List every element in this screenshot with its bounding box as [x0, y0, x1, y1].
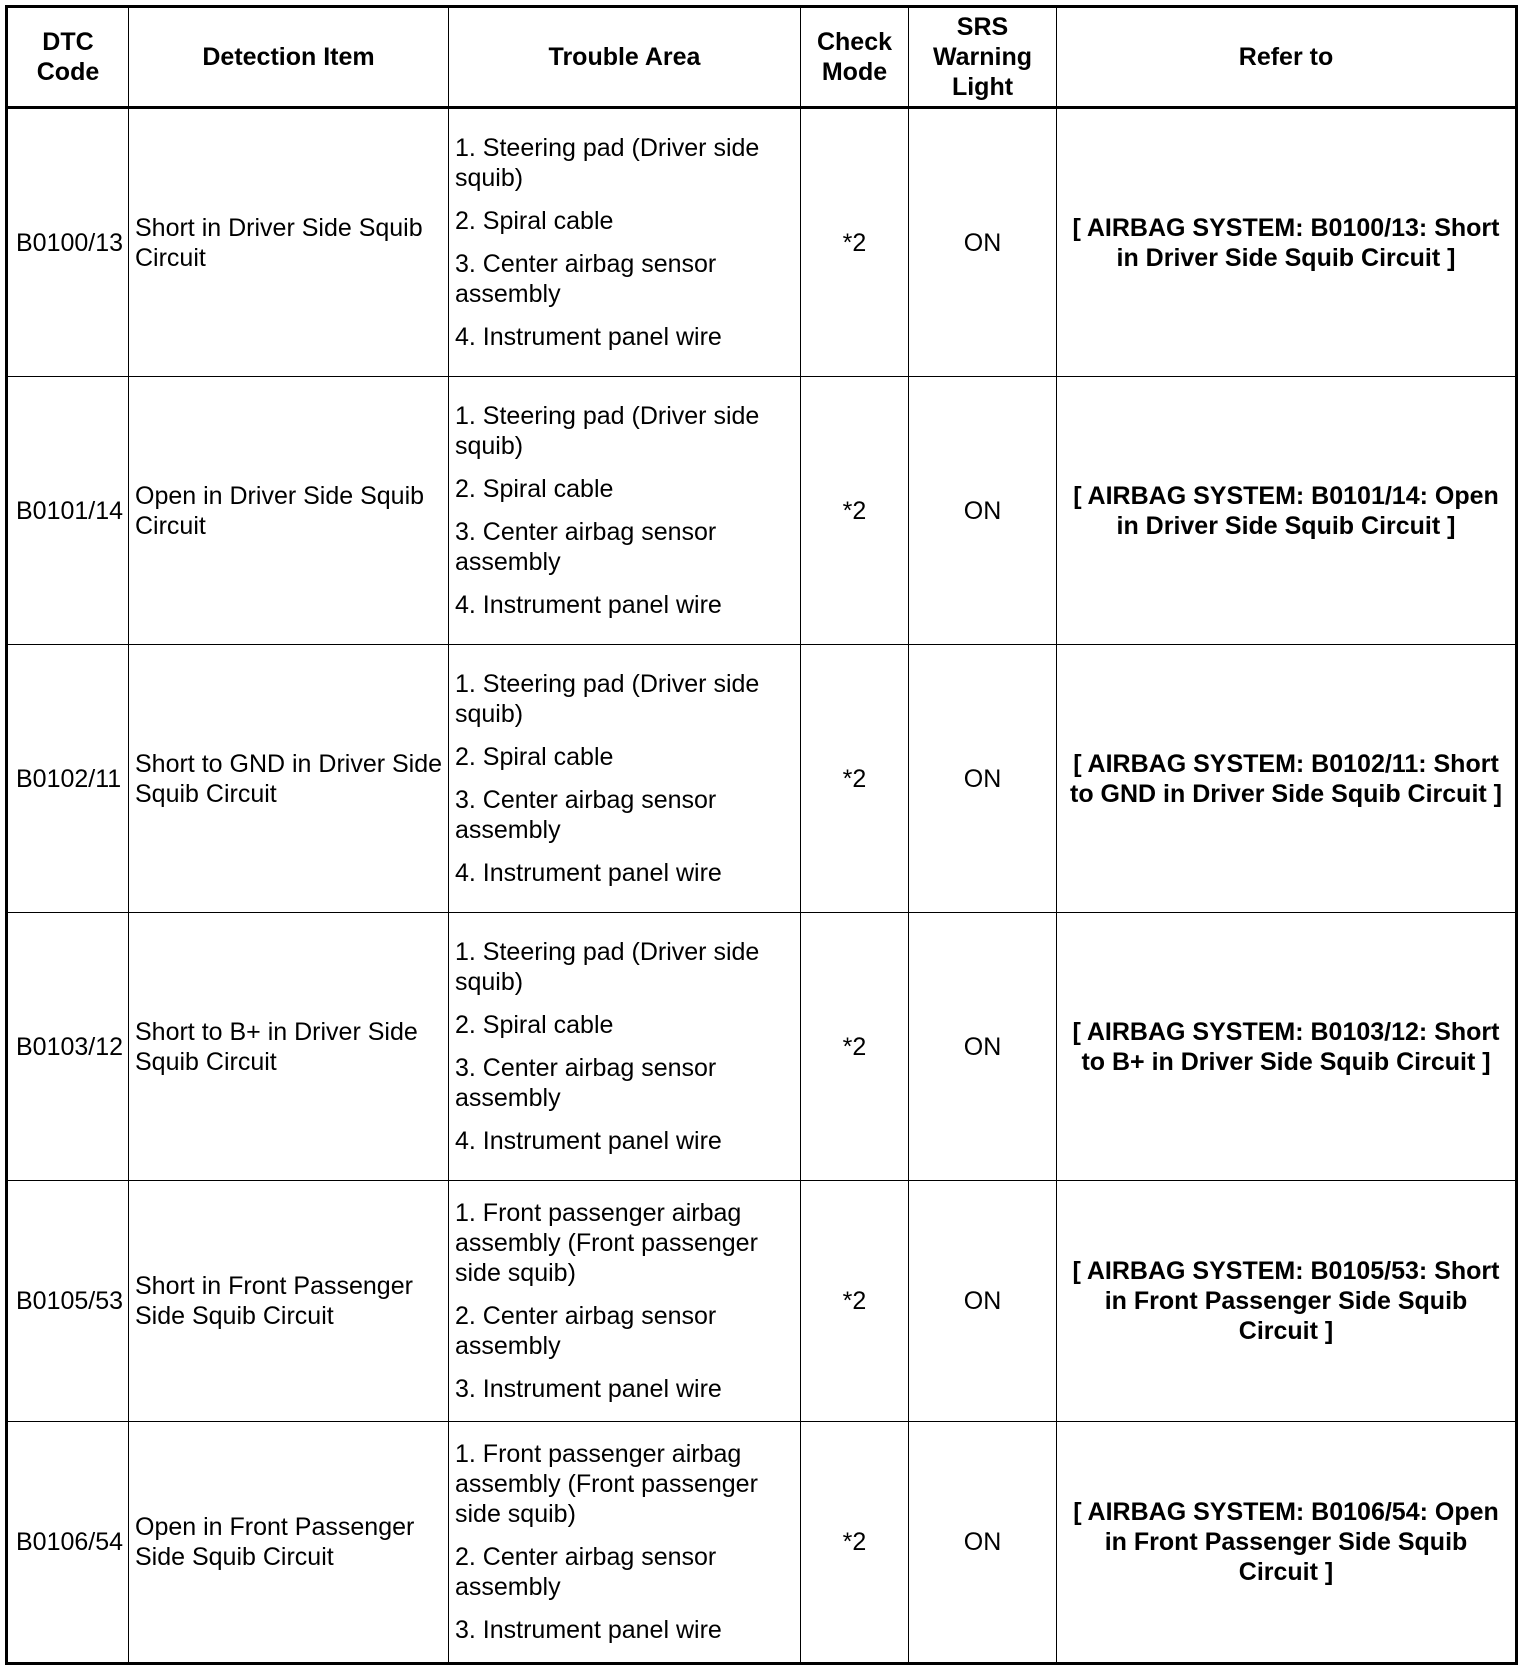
trouble-area-cell — [449, 377, 801, 645]
header-dtc-code: DTC Code — [7, 7, 129, 108]
table-row — [7, 108, 1517, 377]
trouble-area-item: 3. Instrument panel wire — [455, 1616, 722, 1644]
trouble-area-item: 3. Center airbag sensor assembly — [455, 250, 717, 308]
trouble-area-cell — [449, 645, 801, 913]
table-row — [7, 1422, 1517, 1664]
refer-to-link[interactable]: [ AIRBAG SYSTEM: B0105/53: Short in Front Passenger Side Squib Circuit ] — [1057, 1181, 1517, 1422]
header-row — [7, 7, 1517, 108]
trouble-area-item: 1. Steering pad (Driver side squib) — [455, 670, 760, 728]
detection-item-cell: Open in Front Passenger Side Squib Circuit — [129, 1422, 449, 1664]
trouble-area-item: 3. Center airbag sensor assembly — [455, 518, 717, 576]
srs-warning-light-cell: ON — [909, 913, 1057, 1181]
trouble-area-item: 1. Front passenger airbag assembly (Front passenger side squib) — [455, 1440, 758, 1528]
trouble-area-item: 1. Front passenger airbag assembly (Front passenger side squib) — [455, 1199, 758, 1287]
trouble-area-item: 1. Steering pad (Driver side squib) — [455, 402, 760, 460]
header-detection-item: Detection Item — [129, 7, 449, 108]
trouble-area-item: 3. Center airbag sensor assembly — [455, 786, 717, 844]
detection-item-cell: Short to B+ in Driver Side Squib Circuit — [129, 913, 449, 1181]
dtc-code-cell: B0101/14 — [7, 377, 129, 645]
table-row — [7, 1181, 1517, 1422]
table-row — [7, 377, 1517, 645]
srs-warning-light-cell: ON — [909, 1181, 1057, 1422]
header-srs-warning-light: SRS Warning Light — [909, 7, 1057, 108]
trouble-area-item: 3. Center airbag sensor assembly — [455, 1054, 717, 1112]
trouble-area-item: 2. Spiral cable — [455, 1011, 614, 1039]
trouble-area-item: 4. Instrument panel wire — [455, 591, 722, 619]
refer-to-link[interactable]: [ AIRBAG SYSTEM: B0103/12: Short to B+ in Driver Side Squib Circuit ] — [1057, 913, 1517, 1181]
trouble-area-item: 2. Spiral cable — [455, 207, 614, 235]
trouble-area-cell — [449, 1422, 801, 1664]
dtc-code-cell: B0106/54 — [7, 1422, 129, 1664]
trouble-area-item: 1. Steering pad (Driver side squib) — [455, 134, 760, 192]
refer-to-link[interactable]: [ AIRBAG SYSTEM: B0100/13: Short in Driver Side Squib Circuit ] — [1057, 108, 1517, 377]
trouble-area-item: 2. Center airbag sensor assembly — [455, 1302, 717, 1360]
check-mode-cell: *2 — [801, 377, 909, 645]
srs-warning-light-cell: ON — [909, 108, 1057, 377]
check-mode-cell: *2 — [801, 913, 909, 1181]
detection-item-cell: Short in Driver Side Squib Circuit — [129, 108, 449, 377]
detection-item-cell: Short in Front Passenger Side Squib Circuit — [129, 1181, 449, 1422]
trouble-area-item: 2. Spiral cable — [455, 743, 614, 771]
trouble-area-item: 1. Steering pad (Driver side squib) — [455, 938, 760, 996]
trouble-area-cell — [449, 1181, 801, 1422]
trouble-area-cell — [449, 108, 801, 377]
header-trouble-area: Trouble Area — [449, 7, 801, 108]
dtc-code-cell: B0100/13 — [7, 108, 129, 377]
refer-to-link[interactable]: [ AIRBAG SYSTEM: B0101/14: Open in Driver Side Squib Circuit ] — [1057, 377, 1517, 645]
dtc-code-cell: B0105/53 — [7, 1181, 129, 1422]
table-row — [7, 645, 1517, 913]
trouble-area-item: 4. Instrument panel wire — [455, 323, 722, 351]
check-mode-cell: *2 — [801, 108, 909, 377]
check-mode-cell: *2 — [801, 1181, 909, 1422]
dtc-table — [5, 5, 1518, 1665]
srs-warning-light-cell: ON — [909, 377, 1057, 645]
refer-to-link[interactable]: [ AIRBAG SYSTEM: B0106/54: Open in Front Passenger Side Squib Circuit ] — [1057, 1422, 1517, 1664]
header-refer-to: Refer to — [1057, 7, 1517, 108]
dtc-code-cell: B0102/11 — [7, 645, 129, 913]
trouble-area-item: 4. Instrument panel wire — [455, 859, 722, 887]
dtc-code-cell: B0103/12 — [7, 913, 129, 1181]
trouble-area-item: 2. Spiral cable — [455, 475, 614, 503]
trouble-area-cell — [449, 913, 801, 1181]
header-check-mode: Check Mode — [801, 7, 909, 108]
trouble-area-item: 3. Instrument panel wire — [455, 1375, 722, 1403]
srs-warning-light-cell: ON — [909, 1422, 1057, 1664]
srs-warning-light-cell: ON — [909, 645, 1057, 913]
check-mode-cell: *2 — [801, 645, 909, 913]
trouble-area-item: 4. Instrument panel wire — [455, 1127, 722, 1155]
check-mode-cell: *2 — [801, 1422, 909, 1664]
trouble-area-item: 2. Center airbag sensor assembly — [455, 1543, 717, 1601]
table-row — [7, 913, 1517, 1181]
detection-item-cell: Open in Driver Side Squib Circuit — [129, 377, 449, 645]
refer-to-link[interactable]: [ AIRBAG SYSTEM: B0102/11: Short to GND in Driver Side Squib Circuit ] — [1057, 645, 1517, 913]
detection-item-cell: Short to GND in Driver Side Squib Circuit — [129, 645, 449, 913]
